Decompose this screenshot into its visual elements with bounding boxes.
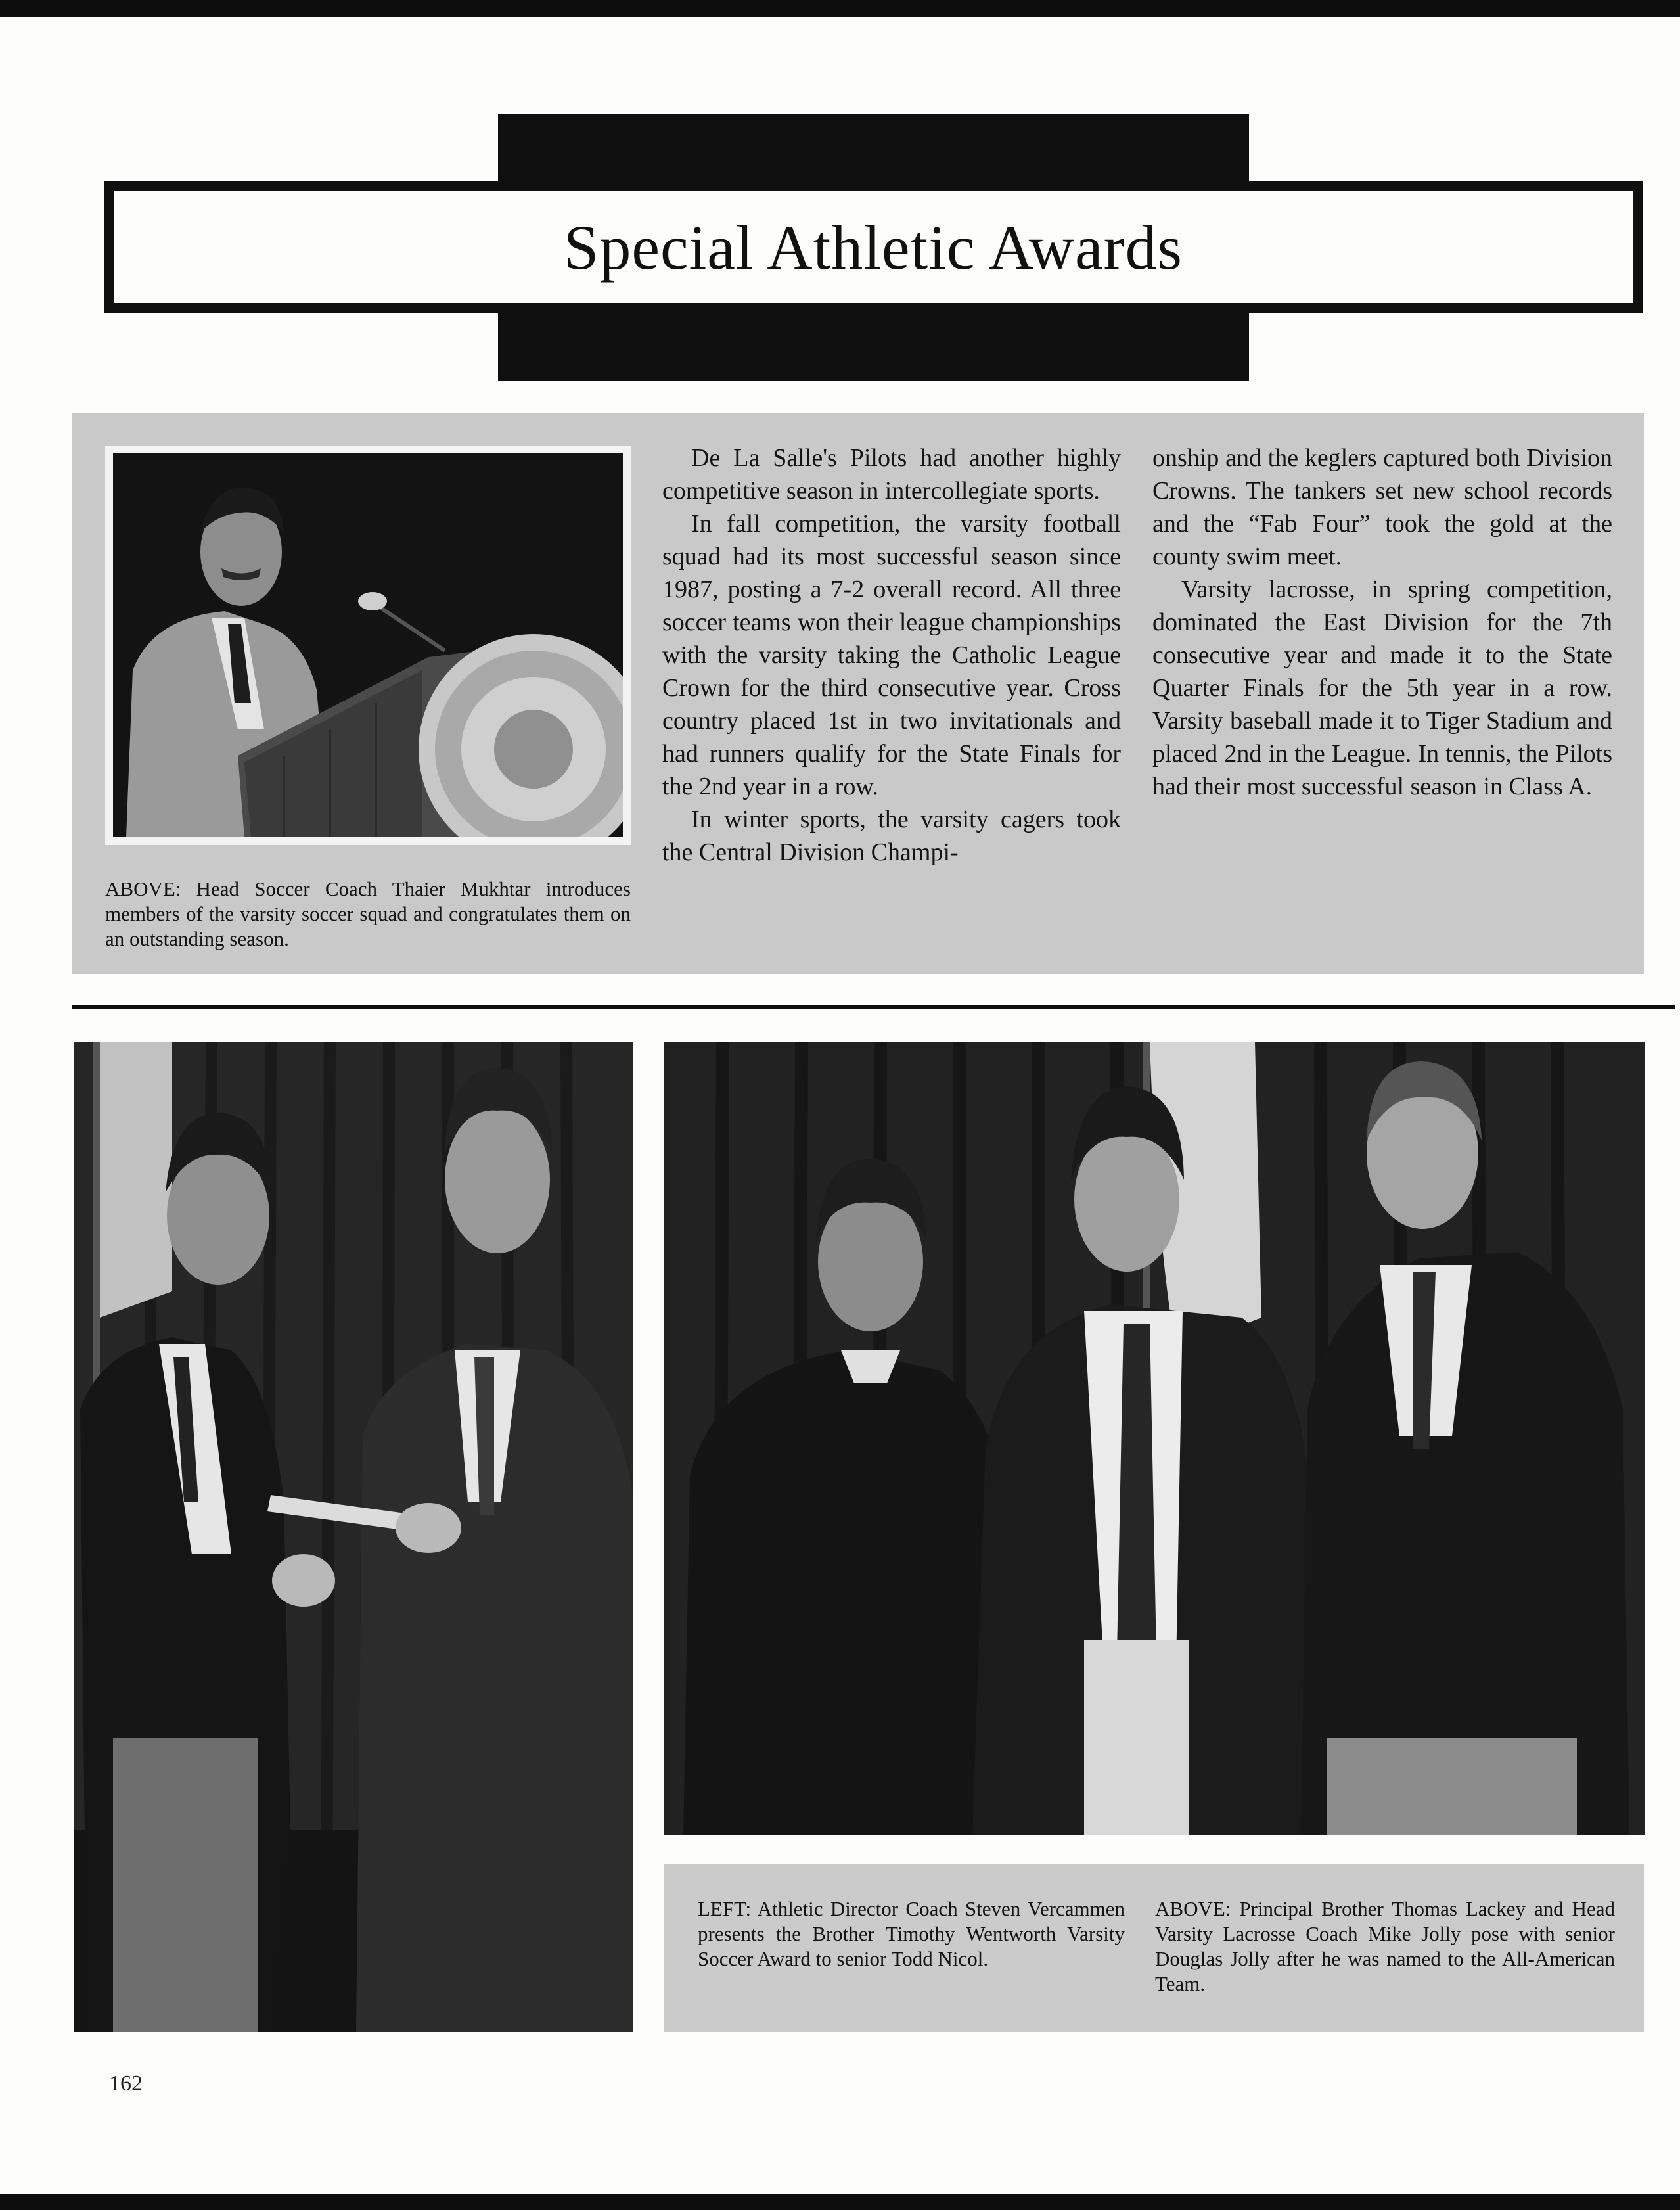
- section-divider: [72, 1005, 1675, 1009]
- banner-bar-top: [498, 114, 1249, 188]
- banner-bar-bottom: [498, 309, 1249, 381]
- page-number: 162: [109, 2071, 143, 2096]
- article-paragraph: De La Salle's Pilots had another highly competitive season in intercollegiate sports.: [662, 444, 1121, 505]
- article-paragraph: Varsity lacrosse, in spring competition, dominated the East Division for the 7th consecutive year and made it to the State Quarter Finals for the 5th year in a row. Varsity baseball made it to Tiger Stadium and placed 2nd in the League. In tennis, the Pilots had their most successful season in Class A.: [1152, 576, 1612, 800]
- scan-border-bottom: [0, 2194, 1680, 2210]
- photo-award-handshake-icon: [74, 1042, 633, 2032]
- photo-coach-at-podium-icon: [113, 453, 623, 837]
- article-paragraph: onship and the keglers captured both Division Crowns. The tankers set new school records and the “Fab Four” took the gold at the county swim meet.: [1152, 444, 1612, 570]
- page-title: Special Athletic Awards: [564, 212, 1183, 283]
- article-paragraph: In fall competition, the varsity football squad had its most successful season since 1987, posting a 7-2 overall record. All three soccer teams won their league championships with the varsity taking the Catholic League Crown for the third consecutive year. Cross country placed 1st in two invitationals and had runners qualify for the State Finals for the 2nd year in a row.: [662, 510, 1121, 800]
- top-photo-caption: ABOVE: Head Soccer Coach Thaier Mukhtar introduces members of the varsity soccer squad and congratulates them on an outstanding season.: [105, 877, 631, 950]
- article-paragraph: In winter sports, the varsity cagers took the Central Division Champi-: [662, 806, 1121, 866]
- left-photo-caption: LEFT: Athletic Director Coach Steven Vercammen presents the Brother Timothy Wentworth Varsity Soccer Award to senior Todd Nicol.: [698, 1897, 1125, 1970]
- speaker-photo-frame: [105, 446, 631, 845]
- right-photo-caption: ABOVE: Principal Brother Thomas Lackey and Head Varsity Lacrosse Coach Mike Jolly pose with senior Douglas Jolly after he was named to the All-American Team.: [1155, 1897, 1615, 1995]
- title-frame: [112, 189, 1635, 305]
- title-banner: [104, 181, 1643, 313]
- article-column-2: [1152, 442, 1612, 803]
- article-column-1: [662, 442, 1121, 869]
- photo-three-men-posing-icon: [664, 1042, 1645, 1835]
- scan-border-top: [0, 0, 1680, 17]
